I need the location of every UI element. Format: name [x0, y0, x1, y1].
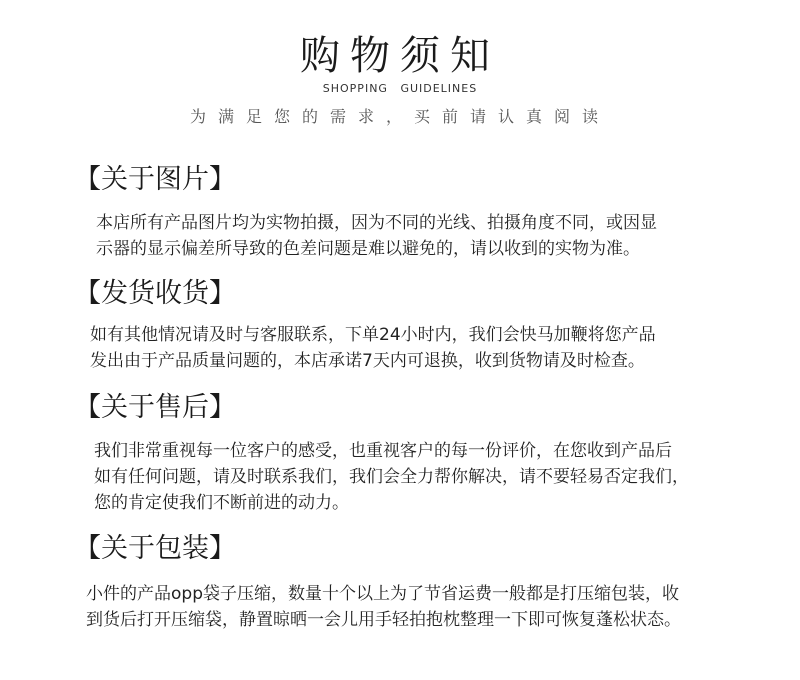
section-body: [96, 210, 657, 262]
body-line: 发出由于产品质量问题的，本店承诺7天内可退换，收到货物请及时检查。: [90, 351, 645, 371]
body-line: 示器的显示偏差所导致的色差问题是难以避免的，请以收到的实物为准。: [96, 239, 640, 259]
section-shipping: [0, 277, 800, 377]
body-line: 小件的产品opp袋子压缩，数量十个以上为了节省运费一般都是打压缩包装，收: [86, 584, 679, 604]
section-body: [94, 438, 689, 516]
body-line: 您的肯定使我们不断前进的动力。: [94, 493, 349, 513]
section-body: [90, 322, 656, 374]
body-line: 本店所有产品图片均为实物拍摄，因为不同的光线、拍摄角度不同，或因显: [96, 213, 657, 233]
section-heading: 【关于包装】: [74, 533, 236, 564]
body-line: 到货后打开压缩袋，静置晾晒一会儿用手轻拍抱枕整理一下即可恢复蓬松状态。: [86, 610, 681, 630]
section-about-pictures: [0, 163, 800, 263]
section-heading: 【关于图片】: [74, 164, 236, 195]
body-line: 我们非常重视每一位客户的感受，也重视客户的每一份评价，在您收到产品后: [94, 441, 672, 461]
section-packaging: [0, 532, 800, 642]
page-subtitle: SHOPPING GUIDELINES: [322, 82, 478, 95]
section-body: [86, 581, 681, 633]
header: [0, 0, 800, 140]
page-tagline: 为满足您的需求，买前请认真阅读: [189, 107, 610, 126]
body-line: 如有任何问题，请及时联系我们，我们会全力帮你解决，请不要轻易否定我们，: [94, 467, 689, 487]
section-after-sales: [0, 391, 800, 521]
section-heading: 【关于售后】: [74, 392, 236, 423]
body-line: 如有其他情况请及时与客服联系，下单24小时内，我们会快马加鞭将您产品: [90, 325, 656, 345]
page-title: 购物须知: [300, 33, 500, 79]
section-heading: 【发货收货】: [74, 278, 236, 309]
